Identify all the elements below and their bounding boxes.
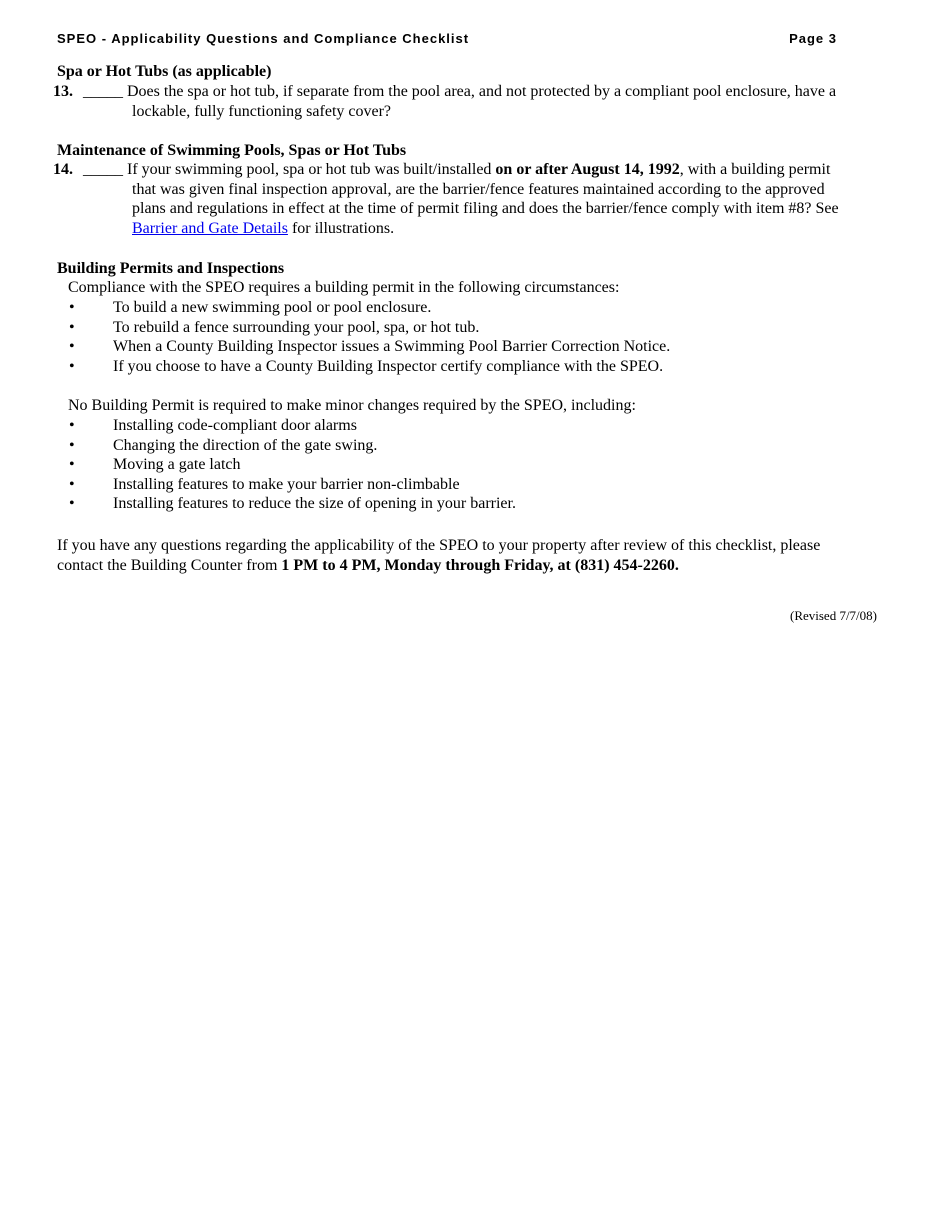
maintenance-section-heading: Maintenance of Swimming Pools, Spas or Hot Tubs <box>57 142 407 159</box>
contact-hours-phone: 1 PM to 4 PM, Monday through Friday, at (831) 454-2260. <box>281 556 679 574</box>
question-14-text: _____ If your swimming pool, spa or hot tub was built/installed on or after August 14, 1992, with a building permit that was given final inspection approval, are the barrier/fence features maintained according to the approved plans and regulations in effect at the time of permit filing and does the barrier/fence comply with item #8? See Barrier and Gate Details for illustrations. <box>83 161 839 237</box>
barrier-gate-details-link[interactable]: Barrier and Gate Details <box>132 219 288 237</box>
permits-intro: Compliance with the SPEO requires a building permit in the following circumstances: <box>68 279 620 296</box>
question-13-answer-blank[interactable]: _____ <box>83 83 123 100</box>
question-13-text: _____ Does the spa or hot tub, if separate from the pool area, and not protected by a compliant pool enclosure, have a lockable, fully functioning safety cover? <box>83 83 837 120</box>
contact-paragraph: If you have any questions regarding the applicability of the SPEO to your property after review of this checklist, please contact the Building Counter from 1 PM to 4 PM, Monday through Friday, at (831) 454-2260. <box>57 537 821 574</box>
permits-section-heading: Building Permits and Inspections <box>57 260 285 277</box>
spa-section-heading: Spa or Hot Tubs (as applicable) <box>57 63 272 80</box>
revised-date: (Revised 7/7/08) <box>789 608 877 623</box>
page-header <box>57 29 837 47</box>
document-title: SPEO - Applicability Questions and Compliance Checklist <box>57 31 470 46</box>
question-13-number: 13. <box>53 83 73 100</box>
no-permit-intro: No Building Permit is required to make minor changes required by the SPEO, including: <box>68 397 636 414</box>
question-14-number: 14. <box>53 161 73 178</box>
page-number: Page 3 <box>789 31 837 46</box>
question-14-answer-blank[interactable]: _____ <box>83 161 123 178</box>
